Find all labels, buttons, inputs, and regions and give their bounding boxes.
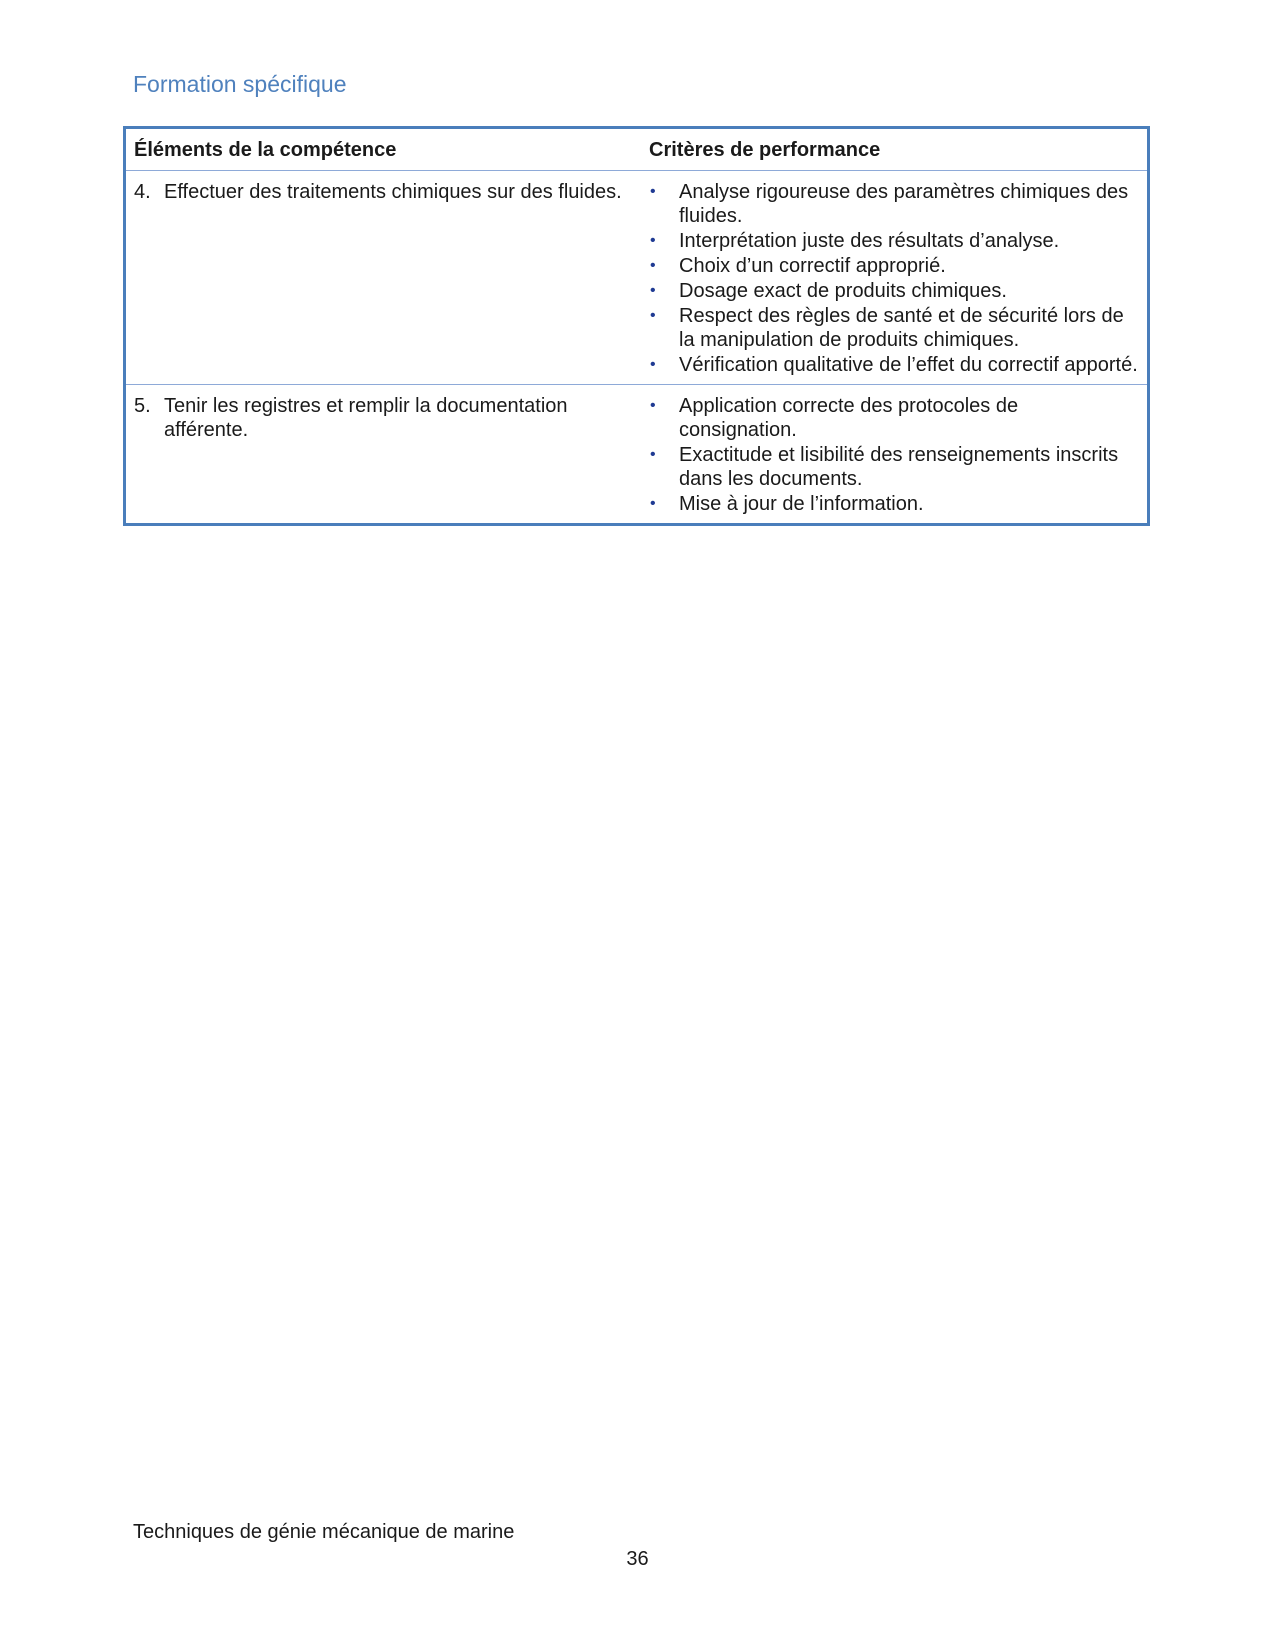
criterion-text: Analyse rigoureuse des paramètres chimiques des fluides. [679,181,1129,227]
criteria-cell [638,171,1149,385]
competence-element [134,180,630,204]
list-item [649,254,1141,278]
criterion-text: Dosage exact de produits chimiques. [679,280,1007,302]
criteria-cell [638,385,1149,525]
bullet-icon [649,180,679,228]
criterion-text: Exactitude et lisibilité des renseignements inscrits dans les documents. [679,444,1119,490]
element-number: 5. [134,395,151,417]
element-number: 4. [134,181,151,203]
list-item [649,229,1141,253]
table-row [125,171,1149,385]
criterion-text: Application correcte des protocoles de consignation. [679,395,1019,441]
list-item [649,353,1141,377]
element-cell [125,171,639,385]
list-item [649,304,1141,352]
bullet-icon [649,279,679,303]
bullet-icon [649,304,679,352]
column-header-elements: Éléments de la compétence [125,128,639,171]
element-text: Tenir les registres et remplir la documentation afférente. [164,395,568,441]
element-cell [125,385,639,525]
competence-table [123,126,1150,526]
bullet-icon [649,254,679,278]
list-item [649,443,1141,491]
criteria-list [649,394,1141,516]
table-row [125,385,1149,525]
criterion-text: Choix d’un correctif approprié. [679,255,946,277]
list-item [649,394,1141,442]
column-header-criteria: Critères de performance [638,128,1149,171]
criteria-list [649,180,1141,377]
footer-program-title: Techniques de génie mécanique de marine [133,1521,515,1543]
page-number: 36 [626,1548,649,1570]
list-item [649,279,1141,303]
bullet-icon [649,353,679,377]
bullet-icon [649,492,679,516]
bullet-icon [649,229,679,253]
bullet-icon [649,443,679,491]
bullet-icon [649,394,679,442]
competence-element [134,394,630,442]
section-title: Formation spécifique [133,71,347,97]
criterion-text: Respect des règles de santé et de sécurité lors de la manipulation de produits chimiques. [679,305,1124,351]
criterion-text: Interprétation juste des résultats d’analyse. [679,230,1060,252]
table-header-row [125,128,1149,171]
list-item [649,180,1141,228]
list-item [649,492,1141,516]
criterion-text: Mise à jour de l’information. [679,493,924,515]
criterion-text: Vérification qualitative de l’effet du correctif apporté. [679,354,1138,376]
element-text: Effectuer des traitements chimiques sur des fluides. [164,181,622,203]
